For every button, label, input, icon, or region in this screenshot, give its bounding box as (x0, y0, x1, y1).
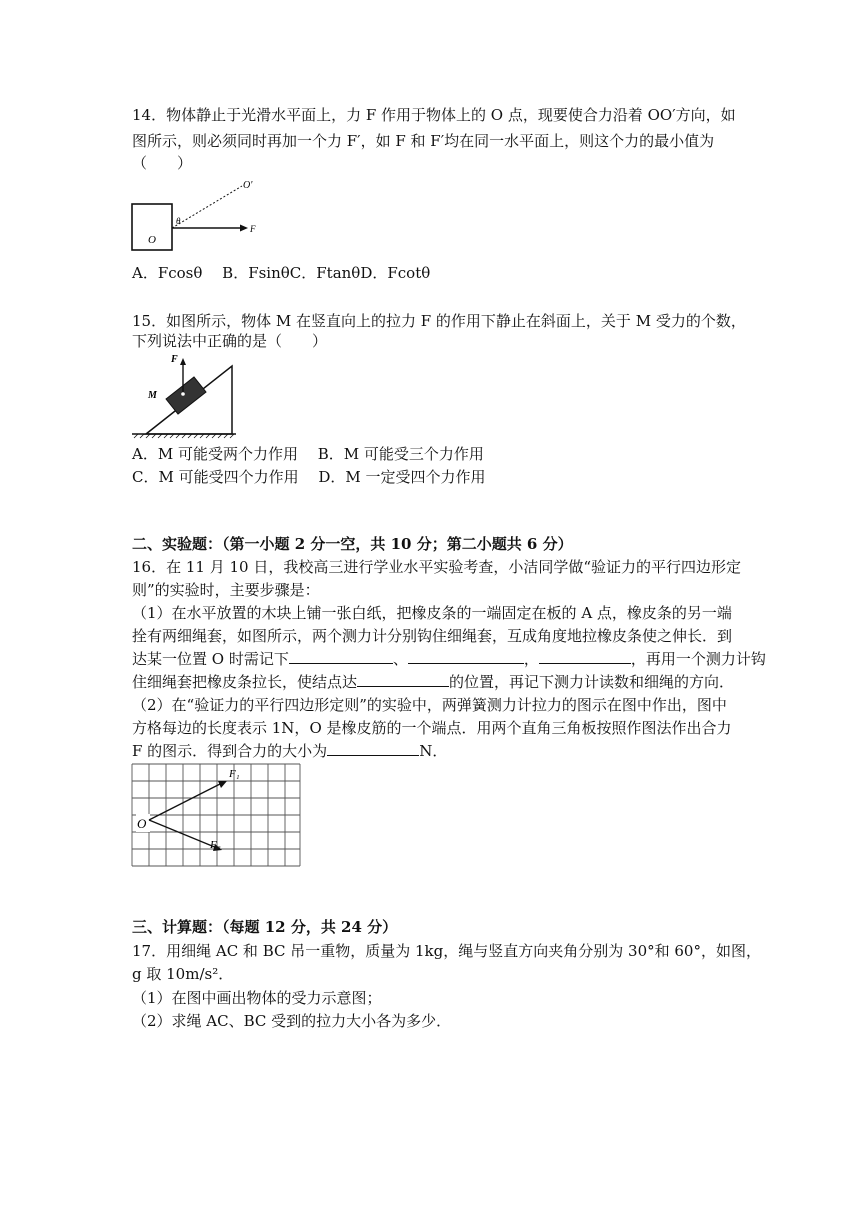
label-o-prime: O' (243, 180, 253, 191)
q15-figure (128, 352, 240, 440)
q15-options-row1: A．M 可能受两个力作用 B．M 可能受三个力作用 (132, 445, 484, 463)
q16-line6-text-b: 的位置，再记下测力计读数和细绳的方向． (449, 673, 735, 691)
q16-line2: 则”的实验时，主要步骤是： (132, 581, 320, 599)
q16-line6-text-a: 住细绳套把橡皮条拉长，使结点达 (132, 673, 358, 691)
q16-line4: 拴有两细绳套，如图所示，两个测力计分别钩住细绳套，互成角度地拉橡皮条使之伸长．到 (132, 627, 733, 645)
force-origin-dot (181, 392, 185, 396)
q16-line9 (132, 741, 447, 761)
q15-options-row2: C．M 可能受四个力作用 D．M 一定受四个力作用 (132, 468, 486, 486)
label-f1: F₁ (229, 768, 240, 780)
q14-stem-line1: 14．物体静止于光滑水平面上，力 F 作用于物体上的 O 点，现要使合力沿着 OO′方向，如 (132, 106, 736, 124)
answer-blank-3[interactable] (539, 649, 631, 664)
q16-line9-text-a: F 的图示．得到合力的大小为 (132, 742, 328, 760)
q16-line7: （2）在“验证力的平行四边形定则”的实验中，两弹簧测力计拉力的图示在图中作出，图中 (132, 696, 727, 714)
q16-line3: （1）在水平放置的木块上铺一张白纸，把橡皮条的一端固定在板的 A 点，橡皮条的另一端 (132, 604, 732, 622)
label-theta: θ (176, 216, 181, 226)
label-f: F (250, 224, 256, 234)
q16-line9-text-b: N． (419, 742, 448, 760)
block-m (166, 377, 206, 414)
q17-line2: g 取 10m/s²． (132, 965, 234, 983)
q17-line1: 17．用细绳 AC 和 BC 吊一重物，质量为 1kg，绳与竖直方向夹角分别为 30°和 60°，如图， (132, 942, 761, 960)
q16-line5-text-b: 、 (392, 650, 408, 668)
q17-line4: （2）求绳 AC、BC 受到的拉力大小各为多少． (132, 1012, 452, 1030)
answer-blank-1[interactable] (289, 649, 393, 664)
q16-line6 (132, 672, 734, 692)
answer-blank-4[interactable] (357, 672, 449, 687)
q16-line5-text-a: 达某一位置 O 时需记下 (132, 650, 289, 668)
q15-stem-line2: 下列说法中正确的是（ ） (132, 332, 328, 350)
q15-stem-line1: 15．如图所示，物体 M 在竖直向上的拉力 F 的作用下静止在斜面上，关于 M 受力的个数， (132, 312, 746, 330)
q14-stem-line2: 图所示，则必须同时再加一个力 F′，如 F 和 F′均在同一水平面上，则这个力的最小值为 (132, 132, 715, 150)
section2-heading: 二、实验题：（第一小题 2 分一空，共 10 分；第二小题共 6 分） (132, 535, 573, 553)
answer-blank-2[interactable] (408, 649, 524, 664)
force-f-arrowhead (180, 358, 186, 365)
label-m: M (148, 390, 157, 401)
label-o: O (148, 234, 156, 246)
q16-line5-text-c: ， (523, 650, 539, 668)
label-f2: F₂ (210, 839, 221, 851)
q14-options: A．Fcosθ B．FsinθC．FtanθD．Fcotθ (132, 264, 431, 282)
q16-line5 (132, 649, 766, 669)
section3-heading: 三、计算题：（每题 12 分，共 24 分） (132, 918, 398, 936)
q17-line3: （1）在图中画出物体的受力示意图； (132, 989, 382, 1007)
answer-blank-5[interactable] (327, 741, 419, 756)
q14-figure (128, 176, 268, 256)
q16-line5-text-d: ，再用一个测力计钩 (630, 650, 766, 668)
label-o: O (137, 816, 147, 831)
q14-stem-line3: （ ） (132, 154, 193, 172)
force-f1-arrow (149, 783, 222, 820)
q16-grid-figure (130, 762, 304, 870)
force-f-arrowhead (240, 225, 248, 232)
oo-prime-dotted-line (172, 186, 242, 228)
q16-line1: 16．在 11 月 10 日，我校高三进行学业水平实验考查，小洁同学做“验证力的平行四边形定 (132, 558, 742, 576)
q16-line8: 方格每边的长度表示 1N，O 是橡皮筋的一个端点．用两个直角三角板按照作图法作出合力 (132, 719, 732, 737)
label-f: F (171, 354, 178, 365)
